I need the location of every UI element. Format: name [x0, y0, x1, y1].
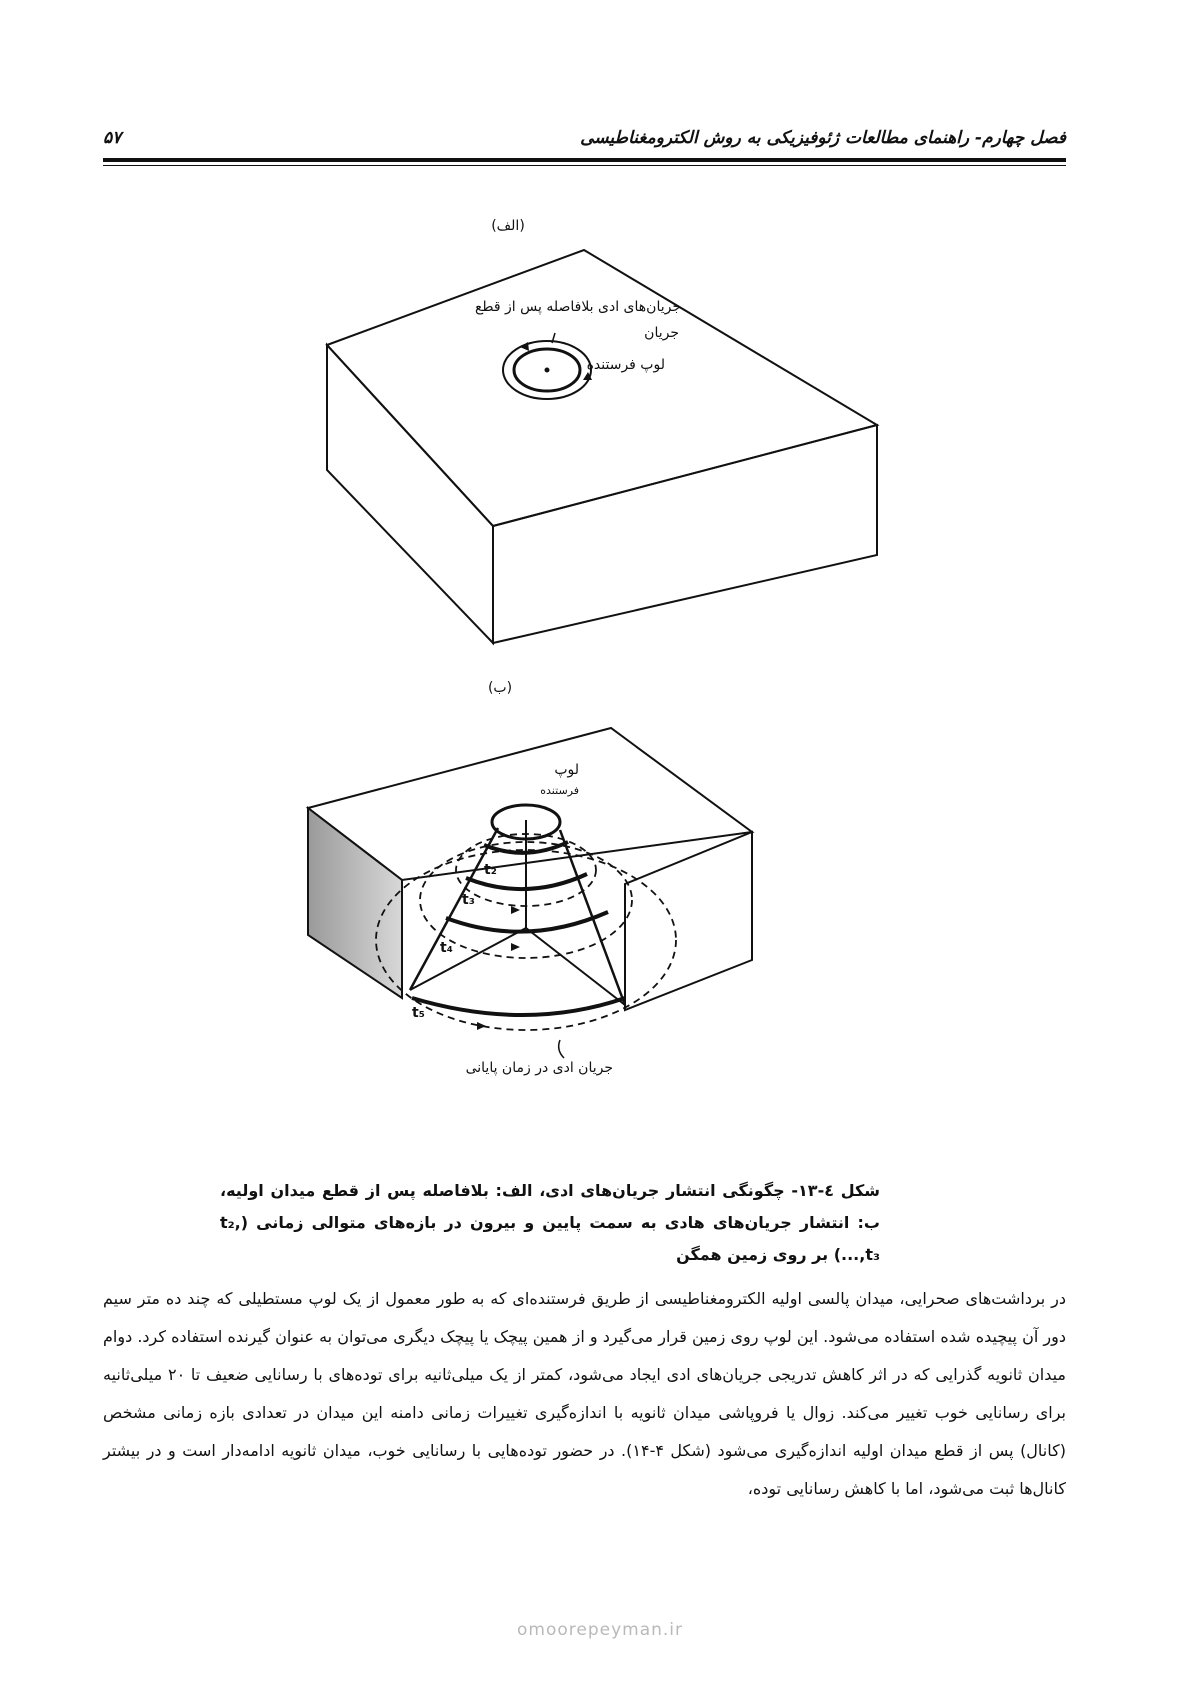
- arrow-t3: [511, 906, 520, 914]
- block-a-top-face: [327, 250, 877, 526]
- figure-a-annotation-line2: جریان: [644, 325, 679, 341]
- transmitter-loop-a: [503, 333, 592, 399]
- block-a-right-face: [493, 425, 877, 643]
- watermark-text: omoorepeyman.ir: [516, 1620, 684, 1640]
- block-b-left-face: [308, 808, 402, 998]
- loop-a-center: [545, 368, 549, 372]
- page-number: ۵۷: [103, 128, 122, 148]
- label-t2: t₂: [484, 862, 497, 878]
- label-t5: t₅: [412, 1005, 425, 1021]
- block-b-right-face: [625, 832, 752, 1010]
- block-b: [308, 728, 752, 1010]
- arrow-t4: [511, 943, 520, 951]
- block-a-left-face: [327, 345, 493, 643]
- loop-a-arrow-top: [520, 342, 529, 351]
- body-paragraph: در برداشت‌های صحرایی، میدان پالسی اولیه الکترومغناطیسی از طریق فرستنده‌ای که به طور معمول از یک لوپ مستطیلی که چند ده متر سیم دور آن پیچیده شده استفاده می‌شود. این لوپ روی زمین قرار می‌گیرد و از همین پیچک یا پیچک دیگری می‌توان به عنوان گیرنده استفاده کرد. دوام میدان ثانویه گذرایی که در اثر کاهش تدریجی جریان‌های ادی ایجاد می‌شود، کمتر از یک میلی‌ثانیه برای توده‌های با رسانایی ضعیف تا ۲۰ میلی‌ثانیه برای رسانایی خوب تغییر می‌کند. زوال یا فروپاشی میدان ثانویه با اندازه‌گیری تغییرات زمانی دامنه این میدان در تعدادی بازه زمانی مشخص (کانال) پس از قطع میدان اولیه اندازه‌گیری می‌شود (شکل ۴-۱۴). در حضور توده‌هایی با رسانایی خوب، میدان ثانویه ادامه‌دار است و در بیشتر کانال‌ها ثبت می‌شود، اما با کاهش رسانایی توده،: [103, 1289, 1066, 1498]
- figure-a-loop-label: لوپ فرستنده: [586, 357, 665, 373]
- label-t4: t₄: [440, 940, 453, 956]
- leader-b: [559, 1040, 564, 1058]
- figure-b-loop-label-line2: فرستنده: [540, 784, 579, 797]
- figure-b-bottom-label: جریان ادی در زمان پایانی: [465, 1060, 613, 1076]
- label-t3: t₃: [462, 892, 475, 908]
- figure-a-label: (الف): [491, 218, 525, 234]
- cut-section: [410, 820, 625, 1005]
- figure-caption: شکل ٤-١٣- چگونگی انتشار جریان‌های ادی، الف: بلافاصله پس از قطع میدان اولیه، ب: انتشار جریان‌های هادی به سمت پایین و بیرون در بازه‌های متوالی زمانی (t₂, t₃,...) بر روی زمین همگن: [220, 1181, 881, 1264]
- running-title: فصل چهارم- راهنمای مطالعات ژئوفیزیکی به روش الکترومغناطیسی: [580, 128, 1066, 148]
- figure-a-annotation-line1: جریان‌های ادی بلافاصله پس از قطع: [474, 299, 681, 315]
- current-t5: [412, 998, 625, 1015]
- figure-b-label: (ب): [487, 680, 513, 696]
- figure-b-loop-label-line1: لوپ: [554, 762, 579, 778]
